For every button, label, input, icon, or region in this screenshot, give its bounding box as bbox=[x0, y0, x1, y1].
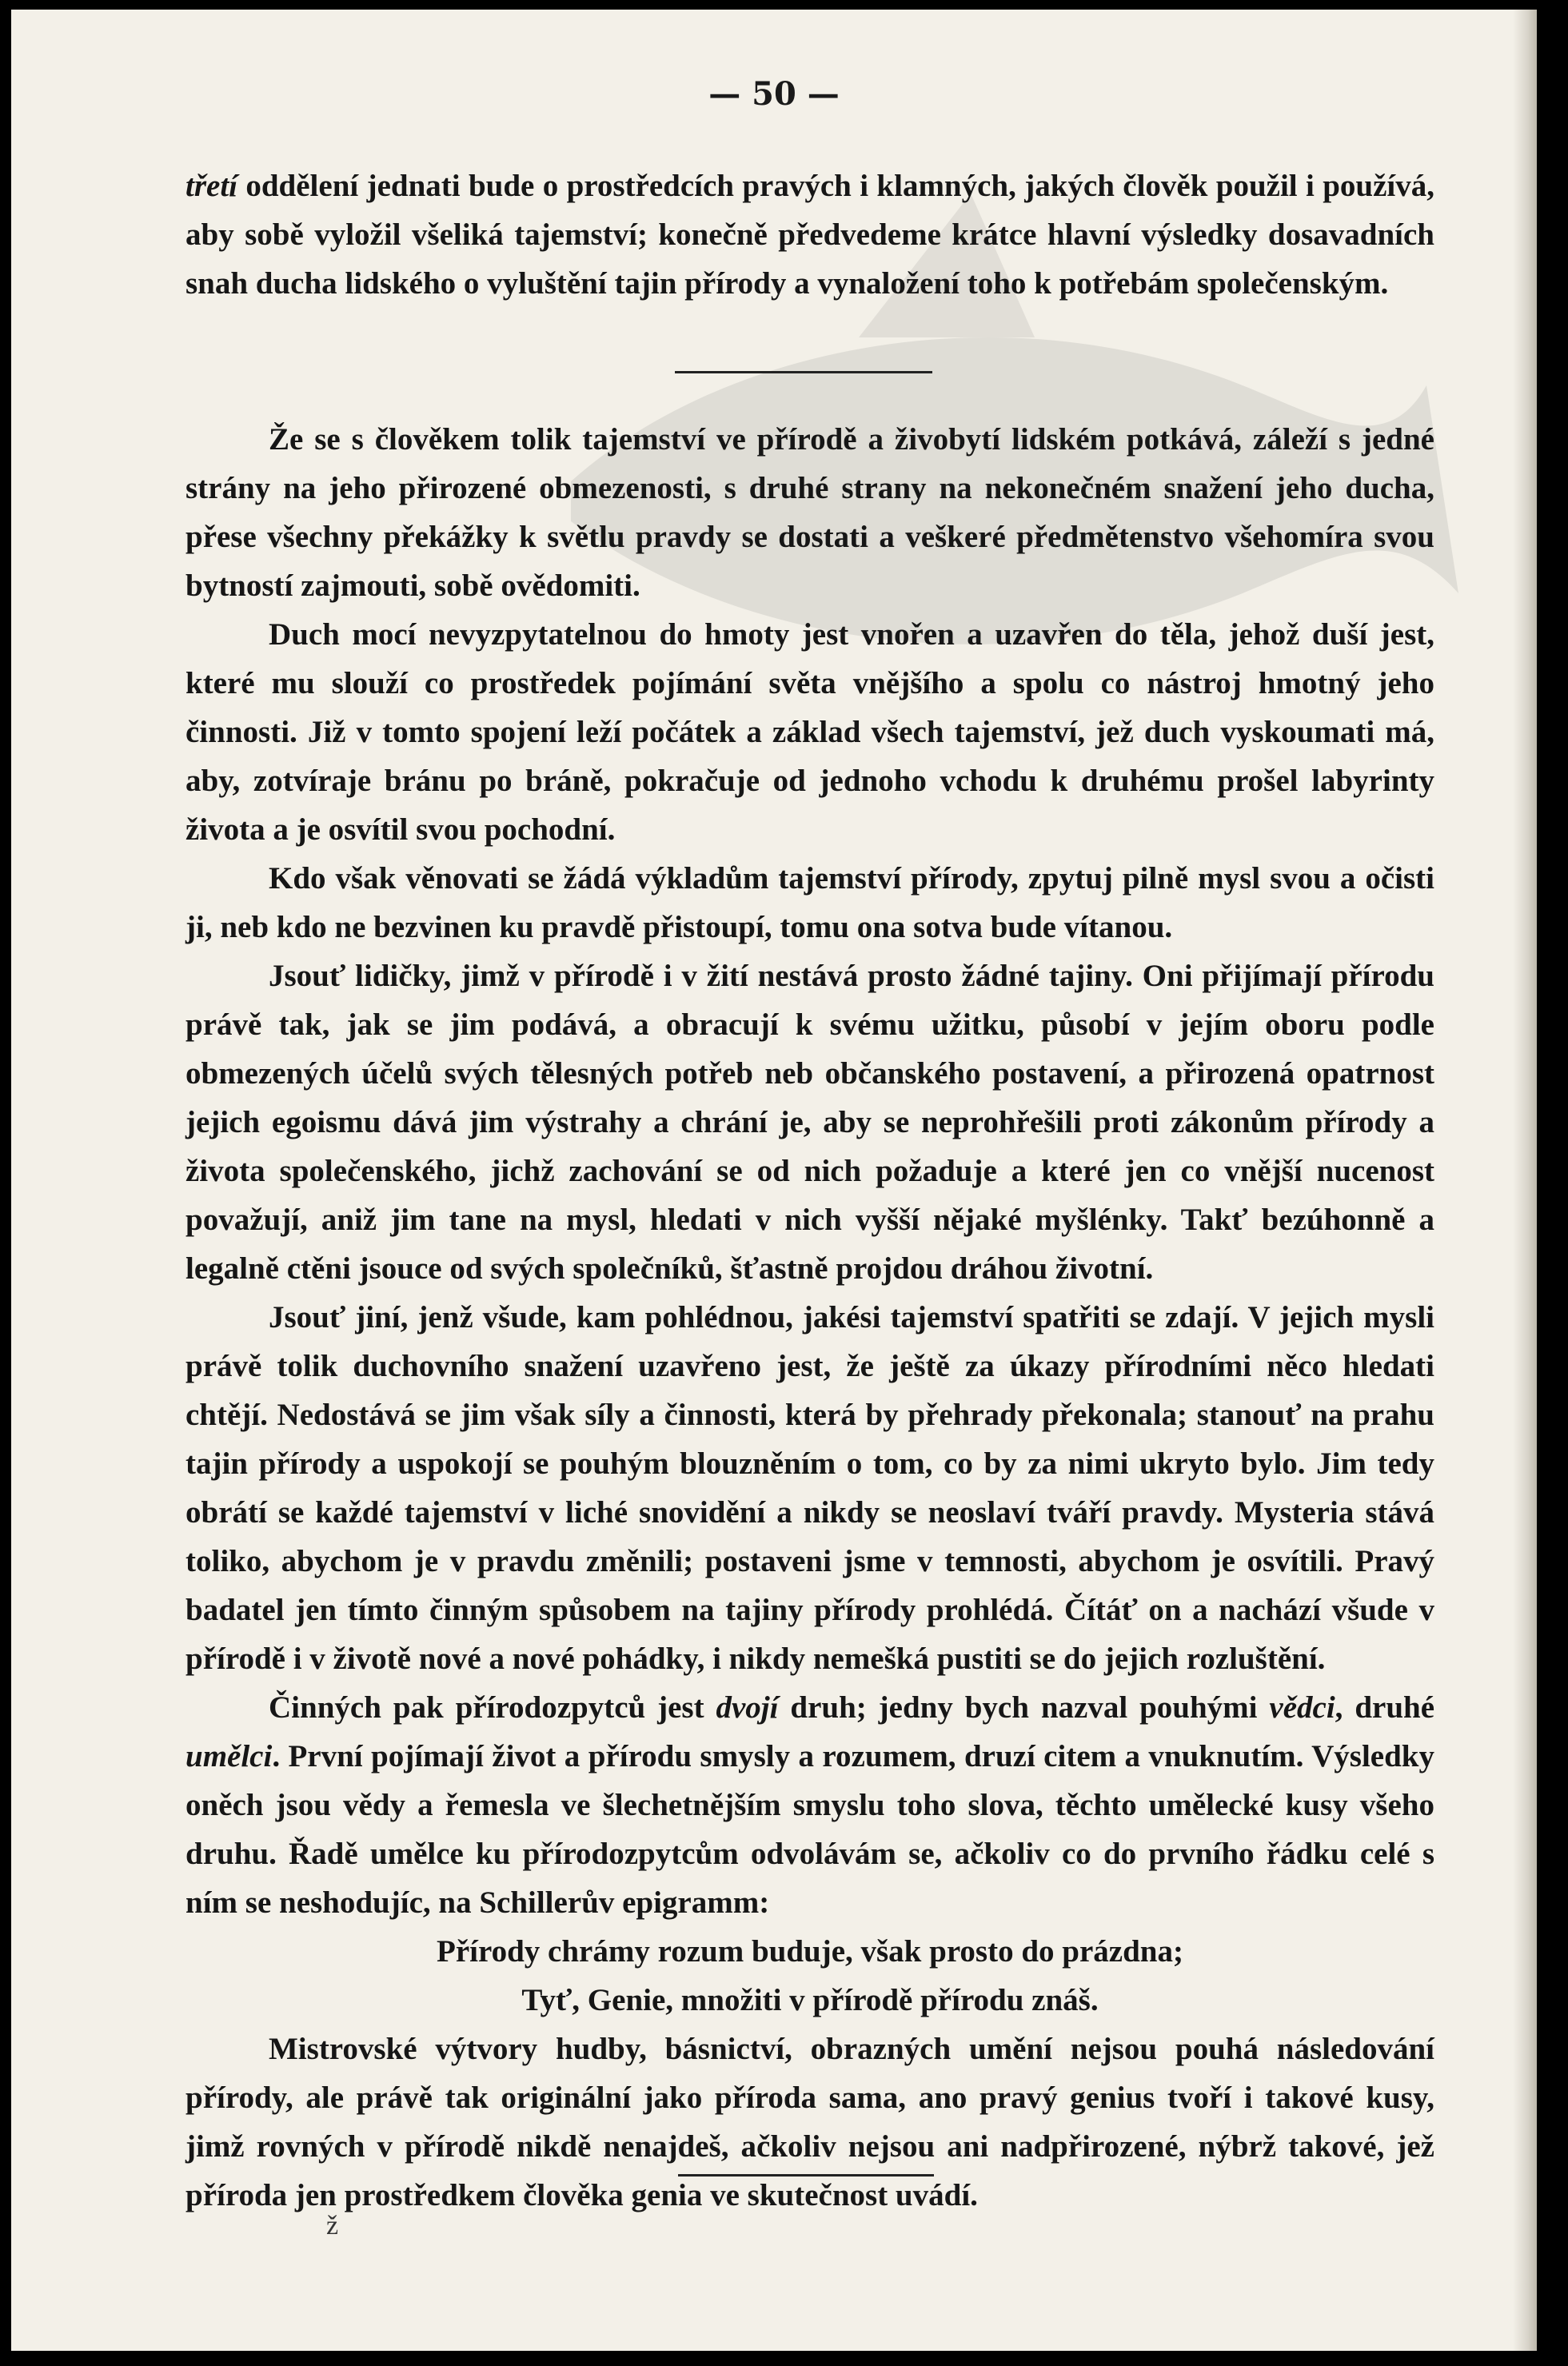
page-edge-shadow bbox=[1513, 10, 1537, 2351]
paragraph-6 bbox=[186, 1683, 1434, 1927]
paragraph-3: Kdo však věnovati se žádá výkladům tajemství přírody, zpytuj pilně mysl svou a očisti ji, neb kdo ne bezvinen ku pravdě přistoupí, tomu ona sotva bude vítanou. bbox=[186, 861, 1434, 944]
intro-emphasis: třetí bbox=[186, 169, 237, 203]
paragraph-5: Jsouť jiní, jenž všude, kam pohlédnou, jakési tajemství spatřiti se zdají. V jejich mysli právě tolik duchovního snažení uzavřeno jest, že ještě za úkazy přírodními něco hledati chtějí. Nedostává se jim však síly a činnosti, která by přehrady překonala; stanouť na prahu tajin přírody a uspokojí se pouhým blouzněním o tom, co by za nimi ukryto bylo. Jim tedy obrátí se každé tajemství v liché snovidění a nikdy se neoslaví tváří pravdy. Mysteria stává toliko, abychom je v pravdu změnili; postaveni jsme v temnosti, abychom je osvítili. Pravý badatel jen tímto činným spůsobem na tajiny přírody prohlédá. Čítáť on a nachází všude v přírodě i v životě nové a nové pohádky, i nikdy nemešká pustiti se do jejich rozluštění. bbox=[186, 1300, 1434, 1676]
page-number: — 50 — bbox=[708, 75, 840, 113]
emphasis-dvoji: dvojí bbox=[716, 1690, 779, 1725]
intro-text: oddělení jednati bude o prostředcích pravých i klamných, jakých člověk použil i používá, aby sobě vyložil všeliká tajemství; konečně předvedeme krátce hlavní výsledky dosavadních snah ducha lidského o vyluštění tajin přírody a vynaložení toho k potřebám společenským. bbox=[186, 169, 1434, 301]
paragraph-6-part-c: , druhé bbox=[1335, 1690, 1435, 1725]
paragraph-4: Jsouť lidičky, jimž v přírodě i v žití nestává prosto žádné tajiny. Oni přijímají přírodu právě tak, jak se jim podává, a obracují k svému užitku, působí v jejím oboru podle obmezených účelů svých tělesných potřeb neb občanského postavení, a přirozená opatrnost jejich egoismu dává jim výstrahy a chrání je, aby se neprohřešili proti zákonům přírody a života společenského, jichž zachování se od nich požaduje a které jen co vnější nucenost považují, aniž jim tane na mysl, hledati v nich vyšší nějaké myšlénky. Takť bezúhonně a legalně ctěni jsouce od svých společníků, šťastně projdou dráhou životní. bbox=[186, 959, 1434, 1286]
scanned-page bbox=[11, 10, 1537, 2351]
section-divider-top bbox=[675, 371, 932, 373]
bottom-mark: ž bbox=[326, 2211, 339, 2240]
intro-paragraph bbox=[186, 162, 1434, 308]
section-divider-bottom bbox=[678, 2174, 934, 2176]
paragraph-2: Duch mocí nevyzpytatelnou do hmoty jest vnořen a uzavřen do těla, jehož duší jest, které mu slouží co prostředek pojímání světa vnějšího a spolu co nástroj hmotný jeho činnosti. Již v tomto spojení leží počátek a základ všech tajemství, jež duch vyskoumati má, aby, zotvíraje bránu po bráně, pokračuje od jednoho vchodu k druhému prošel labyrinty života a je osvítil svou pochodní. bbox=[186, 617, 1434, 847]
paragraph-6-part-b: druh; jedny bych nazval pouhými bbox=[778, 1690, 1270, 1725]
paragraph-7: Mistrovské výtvory hudby, básnictví, obrazných umění nejsou pouhá následování přírody, ale právě tak originální jako příroda sama, ano pravý genius tvoří i takové kusy, jimž rovných v přírodě nikdě nenajdeš, ačkoliv nejsou ani nadpřirozené, nýbrž takové, jež příroda jen prostředkem člověka genia ve skutečnost uvádí. bbox=[186, 2032, 1434, 2212]
paragraph-1: Že se s člověkem tolik tajemství ve přírodě a živobytí lidském potkává, záleží s jedné strány na jeho přirozené obmezenosti, s druhé strany na nekonečném snažení jeho ducha, přese všechny překážky k světlu pravdy se dostati a veškeré předmětenstvo všehomíra svou bytností zajmouti, sobě ovědomiti. bbox=[186, 422, 1434, 603]
paragraph-6-part-d: . První pojímají život a přírodu smysly a rozumem, druzí citem a vnuknutím. Výsledky oněch jsou vědy a řemesla ve šlechetnějším smyslu toho slova, těchto umělecké kusy všeho druhu. Řadě umělce ku přírodozpytcům odvolávám se, ačkoliv co do prvního řádku celé s ním se neshodujíc, na Schillerův epigramm: bbox=[186, 1739, 1434, 1920]
epigram-line-1: Přírody chrámy rozum buduje, však prosto do prázdna; bbox=[437, 1934, 1183, 1969]
main-text bbox=[186, 415, 1434, 2220]
paragraph-6-part-a: Činných pak přírodozpytců jest bbox=[269, 1690, 716, 1725]
emphasis-umelci: umělci bbox=[186, 1739, 273, 1774]
epigram-line-2: Tyť, Genie, množiti v přírodě přírodu znáš. bbox=[521, 1983, 1099, 2017]
emphasis-vedci: vědci bbox=[1269, 1690, 1335, 1725]
